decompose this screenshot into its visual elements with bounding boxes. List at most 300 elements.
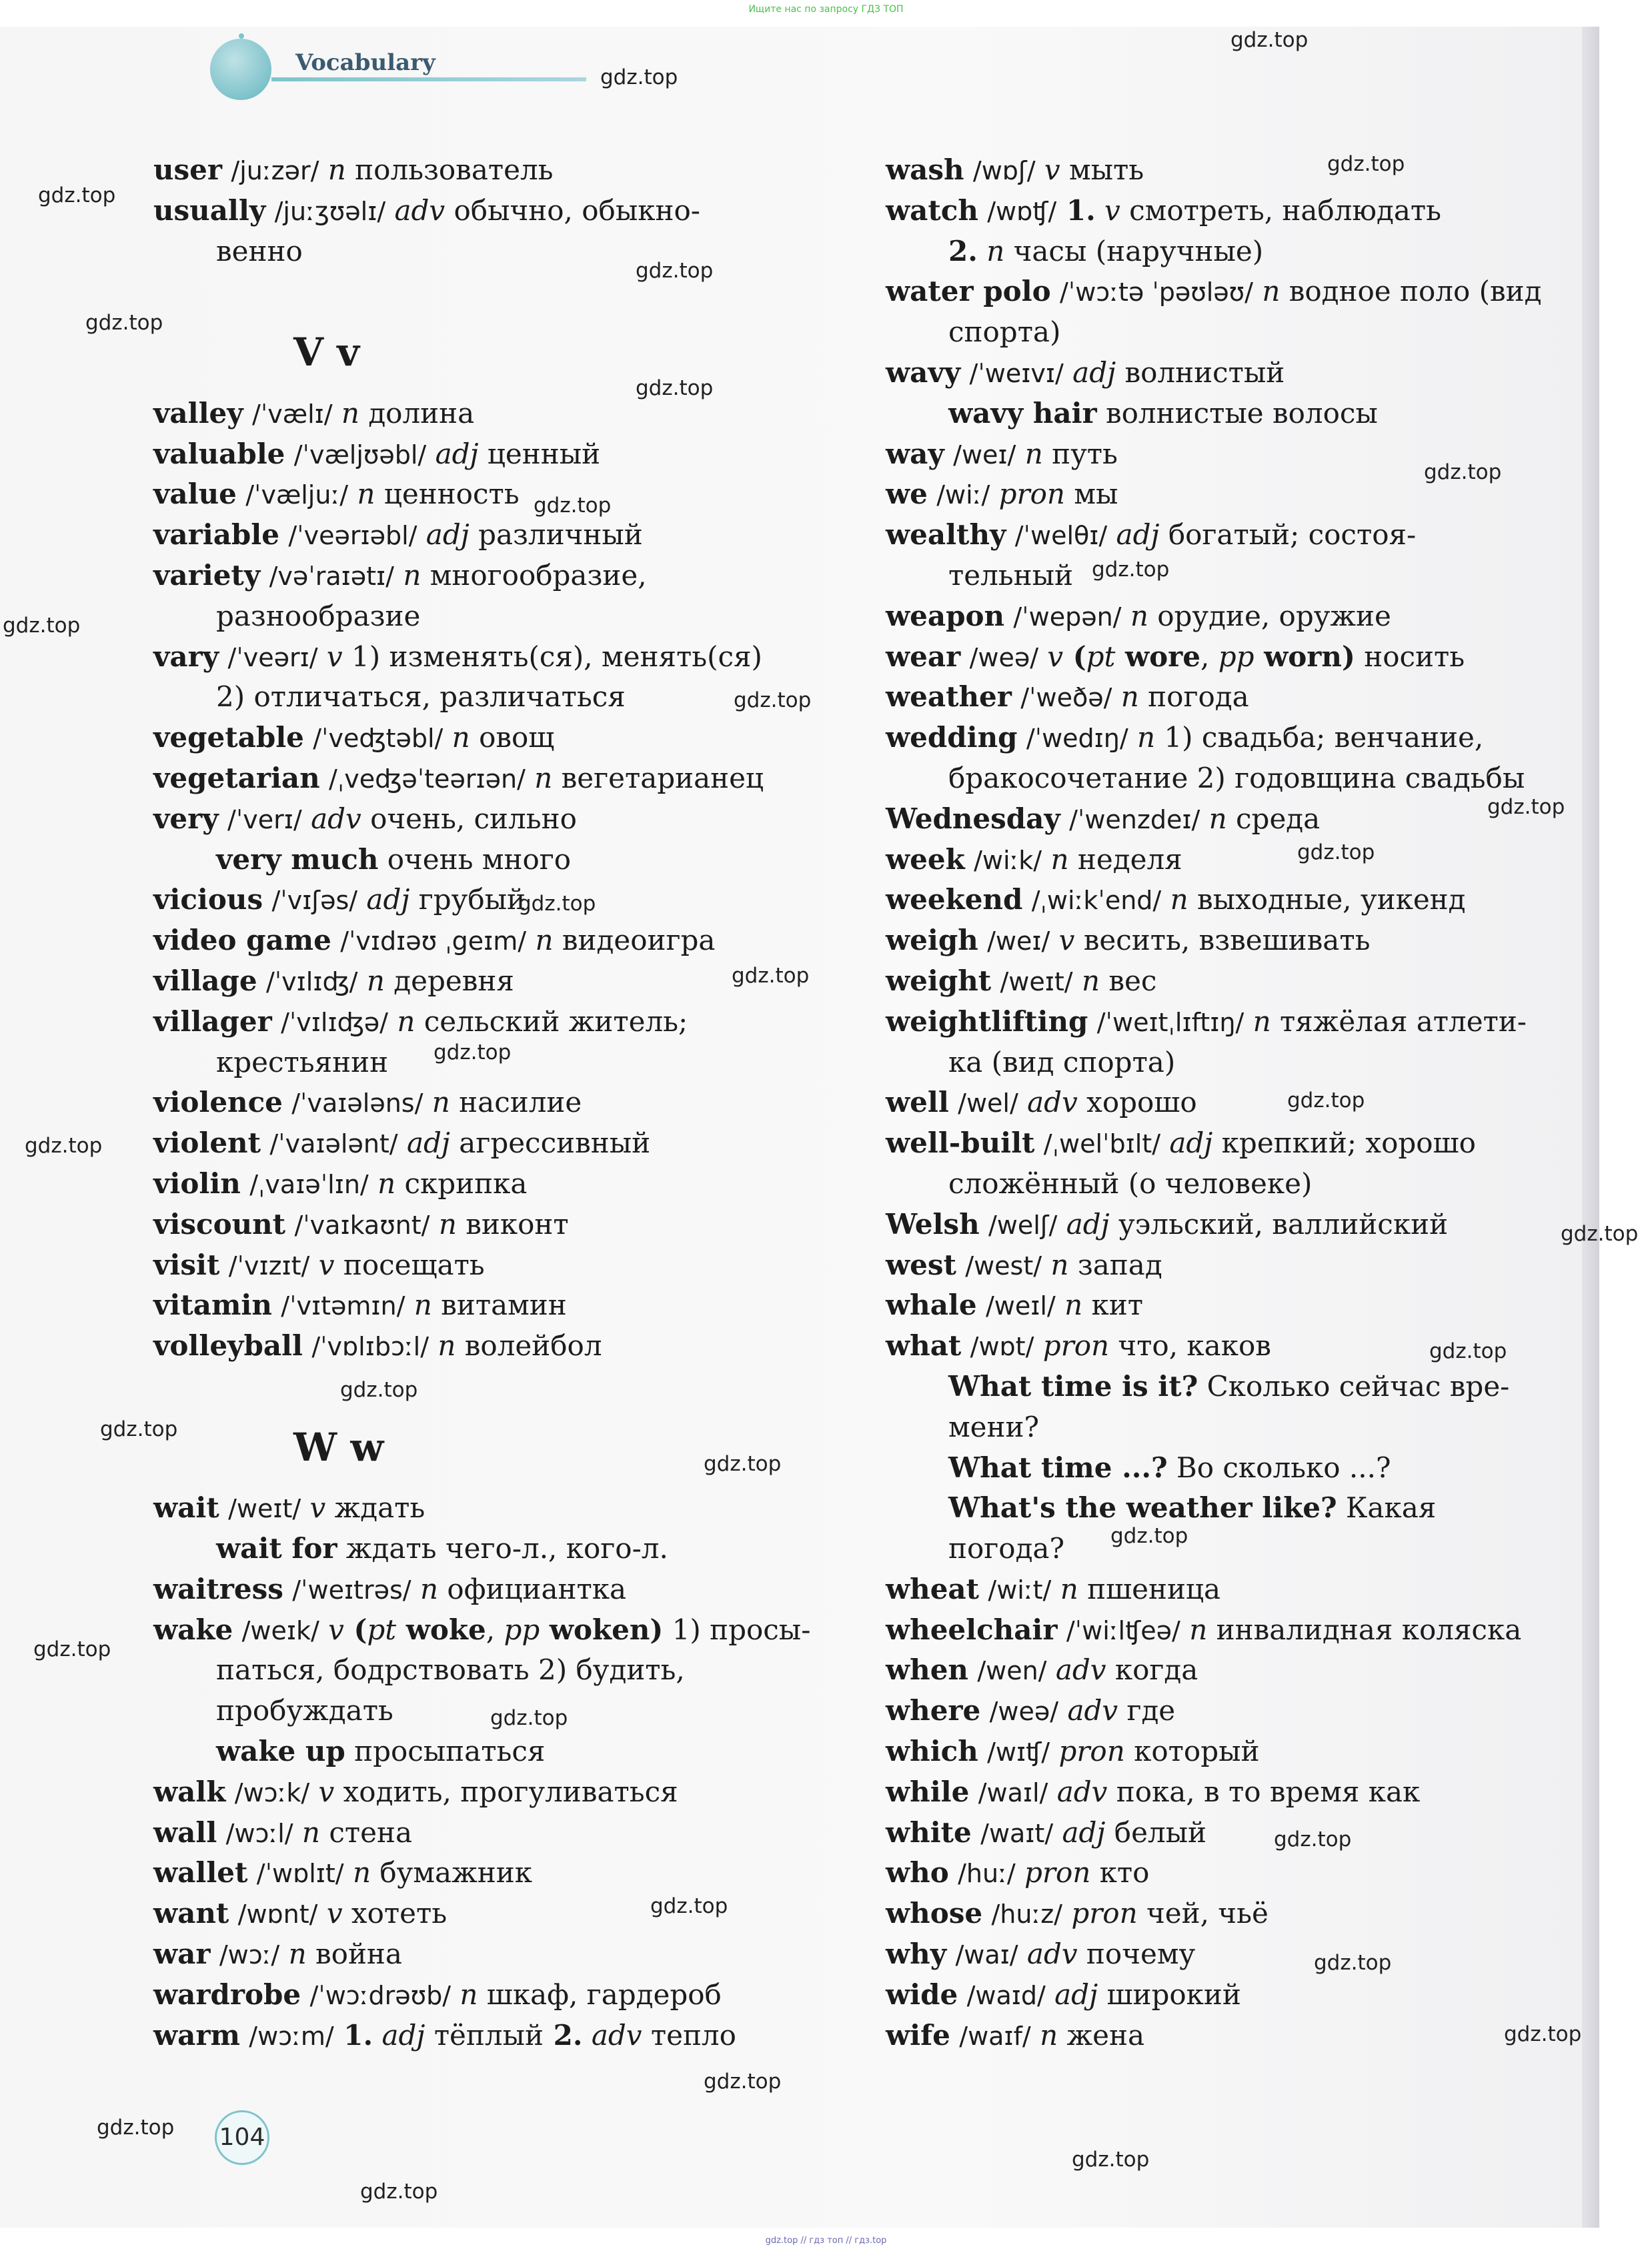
watermark: gdz.top bbox=[360, 2180, 438, 2204]
entry-while bbox=[886, 1772, 1593, 1813]
headword: wedding bbox=[886, 721, 1018, 754]
entry-west bbox=[886, 1245, 1593, 1286]
part-of-speech: v bbox=[326, 640, 343, 673]
definition: богатый; состоя- bbox=[1159, 518, 1417, 552]
definition: деревня bbox=[384, 964, 514, 997]
definition: ценный bbox=[478, 437, 601, 470]
header-rule bbox=[271, 77, 586, 81]
spacer bbox=[153, 271, 860, 312]
phonetic: /waɪd/ bbox=[966, 1980, 1046, 2010]
entry-well bbox=[886, 1082, 1593, 1123]
headword: weight bbox=[886, 964, 992, 997]
entry-wide bbox=[886, 1975, 1593, 2016]
definition: пока, в то время как bbox=[1107, 1775, 1421, 1808]
part-of-speech: n bbox=[352, 1856, 371, 1890]
part-of-speech: n bbox=[341, 396, 359, 430]
headword: when bbox=[886, 1653, 968, 1687]
part-of-speech: pron bbox=[998, 478, 1065, 511]
watermark: gdz.top bbox=[650, 1894, 728, 1918]
entry-white bbox=[886, 1813, 1593, 1853]
definition: среда bbox=[1226, 802, 1321, 835]
watermark: gdz.top bbox=[1274, 1827, 1352, 1851]
watermark: gdz.top bbox=[1561, 1222, 1639, 1246]
entry-where bbox=[886, 1691, 1593, 1731]
entry-valuable bbox=[153, 434, 860, 475]
phonetic: /ˈvælɪ/ bbox=[252, 399, 333, 429]
part-of-speech: n bbox=[1040, 2018, 1058, 2052]
definition: когда bbox=[1106, 1653, 1198, 1687]
headword: viscount bbox=[153, 1207, 286, 1241]
part-of-speech: adv bbox=[1055, 1653, 1106, 1687]
definition: носить bbox=[1355, 640, 1465, 673]
entry-whale bbox=[886, 1285, 1593, 1326]
phonetic: /wel/ bbox=[958, 1088, 1018, 1118]
watermark: gdz.top bbox=[3, 614, 81, 638]
phonetic: /ˈveərɪəbl/ bbox=[288, 521, 418, 551]
headword: what bbox=[886, 1329, 962, 1363]
part-of-speech: n bbox=[397, 1004, 416, 1038]
entry-weightlifting bbox=[886, 1002, 1593, 1042]
part-of-speech: v bbox=[326, 1897, 343, 1930]
definition: почему bbox=[1077, 1938, 1196, 1971]
part-of-speech: n bbox=[357, 478, 375, 511]
part-of-speech: pron bbox=[1024, 1856, 1091, 1890]
part-of-speech: n bbox=[1050, 842, 1069, 876]
definition: погода bbox=[1138, 680, 1249, 714]
part-of-speech: pron bbox=[1058, 1735, 1125, 1768]
definition: пшеница bbox=[1078, 1572, 1221, 1605]
entry-wheelchair bbox=[886, 1610, 1593, 1651]
entry-continuation: 2) отличаться, различаться bbox=[216, 680, 626, 714]
headword: where bbox=[886, 1694, 981, 1727]
bracket: ( bbox=[1063, 640, 1086, 673]
headword: war bbox=[153, 1938, 211, 1971]
headword: variable bbox=[153, 518, 279, 552]
definition: вегетарианец bbox=[552, 761, 764, 794]
part-of-speech: n bbox=[1081, 964, 1100, 997]
phonetic: /ˈwɒlɪt/ bbox=[256, 1859, 344, 1889]
phrase-what-time-is-it bbox=[886, 1367, 1593, 1407]
part-of-speech: v bbox=[309, 1491, 326, 1525]
part-of-speech: n bbox=[1253, 1004, 1271, 1038]
phonetic: /weə/ bbox=[989, 1697, 1059, 1727]
headword: well bbox=[886, 1086, 949, 1119]
phonetic: /wɪʧ/ bbox=[987, 1737, 1050, 1767]
phonetic: /waɪf/ bbox=[959, 2021, 1031, 2051]
headword: wheelchair bbox=[886, 1613, 1058, 1646]
headword: weekend bbox=[886, 883, 1023, 916]
definition: видеоигра bbox=[553, 924, 716, 957]
part-of-speech: adv bbox=[394, 193, 446, 227]
headword: usually bbox=[153, 193, 266, 227]
phonetic: /ˈweðə/ bbox=[1020, 683, 1112, 713]
part-of-speech: adj bbox=[1062, 1815, 1106, 1849]
past-form: wore bbox=[1115, 640, 1201, 673]
watermark: gdz.top bbox=[33, 1637, 111, 1661]
part-of-speech: adj bbox=[366, 883, 410, 916]
headword: wardrobe bbox=[153, 1978, 301, 2011]
entry-continuation: крестьянин bbox=[216, 1045, 389, 1078]
definition: который bbox=[1124, 1735, 1260, 1768]
entry-war bbox=[153, 1934, 860, 1975]
phonetic: /ˌvaɪəˈlɪn/ bbox=[249, 1169, 369, 1199]
phonetic: /ˈvɪzɪt/ bbox=[228, 1251, 310, 1281]
headword: wait bbox=[153, 1491, 219, 1525]
headword: wife bbox=[886, 2018, 950, 2052]
watermark: gdz.top bbox=[636, 259, 714, 283]
entry-wear bbox=[886, 637, 1593, 678]
phonetic: /wɔːk/ bbox=[234, 1777, 310, 1807]
phonetic: /west/ bbox=[965, 1251, 1042, 1281]
definition: Сколько сейчас вре- bbox=[1198, 1369, 1510, 1403]
entry-want bbox=[153, 1894, 860, 1934]
phonetic: /weɪ/ bbox=[987, 926, 1050, 956]
headword: weapon bbox=[886, 599, 1005, 632]
phrase: very much bbox=[216, 842, 379, 876]
watermark: gdz.top bbox=[490, 1706, 568, 1730]
entry-user bbox=[153, 150, 860, 191]
entry-continuation: разнообразие bbox=[216, 599, 421, 632]
entry-wait bbox=[153, 1488, 860, 1529]
entry-continuation: венно bbox=[216, 234, 303, 267]
watermark: gdz.top bbox=[1230, 28, 1309, 52]
definition: ждать чего-л., кого-л. bbox=[337, 1532, 668, 1565]
entry-continuation: сложённый (о человеке) bbox=[948, 1167, 1313, 1200]
phonetic: /wiːt/ bbox=[988, 1575, 1052, 1605]
sense-number: 2. bbox=[544, 2018, 583, 2052]
entry-vary bbox=[153, 637, 860, 678]
phonetic: /ˌveʤəˈteərɪən/ bbox=[329, 764, 526, 794]
header-title: Vocabulary bbox=[295, 49, 436, 76]
definition: просыпаться bbox=[345, 1735, 546, 1768]
definition: белый bbox=[1105, 1815, 1207, 1849]
phonetic: /welʃ/ bbox=[988, 1210, 1058, 1240]
phrase-wait-for bbox=[153, 1529, 860, 1569]
left-column bbox=[153, 150, 860, 2056]
definition: волнистый bbox=[1116, 355, 1285, 389]
part-of-speech: n bbox=[420, 1572, 438, 1605]
entry-which bbox=[886, 1731, 1593, 1772]
definition: виконт bbox=[456, 1207, 569, 1241]
phonetic: /juːʒʊəlɪ/ bbox=[274, 196, 386, 226]
part-of-speech: n bbox=[403, 558, 422, 592]
definition: бумажник bbox=[371, 1856, 532, 1890]
headword: wall bbox=[153, 1815, 217, 1849]
definition: хотеть bbox=[342, 1897, 448, 1930]
part-of-speech: adj bbox=[426, 518, 470, 552]
headword: vegetable bbox=[153, 721, 304, 754]
separator: , bbox=[1200, 640, 1218, 673]
entry-wavy bbox=[886, 353, 1593, 394]
definition: крепкий; хорошо bbox=[1212, 1127, 1476, 1160]
watermark: gdz.top bbox=[1287, 1088, 1365, 1112]
headword: walk bbox=[153, 1775, 226, 1808]
headword: villager bbox=[153, 1004, 272, 1038]
part-of-speech: n bbox=[414, 1289, 432, 1322]
definition: 1) просы- bbox=[663, 1613, 811, 1646]
entry-viscount bbox=[153, 1205, 860, 1245]
watermark: gdz.top bbox=[85, 311, 163, 335]
right-column bbox=[886, 150, 1593, 2056]
part-of-speech: adv bbox=[1026, 1938, 1078, 1971]
headword: variety bbox=[153, 558, 261, 592]
definition: обычно, обыкно- bbox=[445, 193, 700, 227]
phonetic: /ˈvaɪələnt/ bbox=[269, 1129, 398, 1159]
definition: скрипка bbox=[395, 1167, 528, 1200]
part-of-speech: n bbox=[460, 1978, 478, 2011]
phonetic: /ˈvaɪələns/ bbox=[291, 1088, 424, 1118]
phonetic: /wiː/ bbox=[936, 480, 990, 510]
watermark: gdz.top bbox=[534, 494, 612, 518]
part-of-speech: adj bbox=[406, 1127, 450, 1160]
entry-weight bbox=[886, 961, 1593, 1002]
watermark: gdz.top bbox=[1487, 795, 1565, 819]
watermark: gdz.top bbox=[600, 65, 678, 89]
phonetic: /ˈvɪlɪʤ/ bbox=[265, 966, 358, 996]
part-of-speech: adj bbox=[435, 437, 479, 470]
watermark: gdz.top bbox=[1429, 1339, 1507, 1363]
entry-waitress bbox=[153, 1569, 860, 1610]
definition: многообразие, bbox=[421, 558, 647, 592]
definition: кит bbox=[1082, 1289, 1143, 1322]
entry-wardrobe bbox=[153, 1975, 860, 2016]
watermark: gdz.top bbox=[1424, 460, 1502, 484]
headword: wake bbox=[153, 1613, 233, 1646]
participle-label: pp bbox=[504, 1613, 540, 1646]
headword: whale bbox=[886, 1289, 977, 1322]
entry-continuation: бракосочетание 2) годовщина свадьбы bbox=[948, 761, 1525, 794]
headword: vegetarian bbox=[153, 761, 320, 794]
entry-continuation: пробуждать bbox=[216, 1694, 393, 1727]
entry-vitamin bbox=[153, 1285, 860, 1326]
entry-vegetable bbox=[153, 718, 860, 758]
definition: пользователь bbox=[345, 153, 554, 186]
header-circle-icon bbox=[210, 39, 271, 100]
definition: очень много bbox=[378, 842, 572, 876]
entry-wake bbox=[153, 1610, 860, 1651]
part-of-speech: n bbox=[1024, 437, 1043, 470]
entry-wife bbox=[886, 2016, 1593, 2056]
definition: Во сколько ...? bbox=[1167, 1451, 1391, 1484]
entry-week bbox=[886, 840, 1593, 880]
entry-variety bbox=[153, 556, 860, 596]
definition: весить, взвешивать bbox=[1074, 924, 1371, 957]
part-of-speech: adj bbox=[1116, 518, 1160, 552]
definition: выходные, уикенд bbox=[1188, 883, 1466, 916]
definition: орудие, оружие bbox=[1148, 599, 1391, 632]
definition: тяжёлая атлети- bbox=[1271, 1004, 1527, 1038]
headword: violin bbox=[153, 1167, 241, 1200]
headword: waitress bbox=[153, 1572, 283, 1605]
part-of-speech: adv bbox=[1027, 1086, 1078, 1119]
letter-heading-w: W w bbox=[293, 1424, 384, 1470]
headword: wide bbox=[886, 1978, 958, 2011]
definition: долина bbox=[359, 396, 475, 430]
headword: why bbox=[886, 1938, 947, 1971]
entry-weapon bbox=[886, 596, 1593, 637]
phonetic: /weɪt/ bbox=[228, 1494, 301, 1524]
part-of-speech: n bbox=[977, 234, 1005, 267]
phonetic: /ˈweɪvɪ/ bbox=[969, 358, 1064, 388]
part-of-speech: v bbox=[318, 1775, 335, 1808]
phrase: wait for bbox=[216, 1532, 337, 1565]
entry-violence bbox=[153, 1082, 860, 1123]
definition: ценность bbox=[375, 478, 520, 511]
phonetic: /ˈwiːlʧeə/ bbox=[1066, 1615, 1180, 1645]
definition: тёплый bbox=[425, 2018, 544, 2052]
phrase: wake up bbox=[216, 1735, 345, 1768]
entry-weather bbox=[886, 677, 1593, 718]
phonetic: /weɪ/ bbox=[953, 440, 1016, 470]
phonetic: /ˈweɪtrəs/ bbox=[292, 1575, 411, 1605]
definition: где bbox=[1118, 1694, 1176, 1727]
entry-who bbox=[886, 1853, 1593, 1894]
entry-well-built bbox=[886, 1123, 1593, 1164]
watermark: gdz.top bbox=[732, 964, 810, 988]
part-of-speech: n bbox=[1120, 680, 1139, 714]
headword: violent bbox=[153, 1127, 261, 1160]
headword: violence bbox=[153, 1086, 283, 1119]
headword: volleyball bbox=[153, 1329, 303, 1363]
definition: неделя bbox=[1068, 842, 1182, 876]
phonetic: /ˈveərɪ/ bbox=[227, 642, 318, 672]
entry-weigh bbox=[886, 920, 1593, 961]
phonetic: /ˈwɔːdrəʊb/ bbox=[309, 1980, 451, 2010]
entry-usually bbox=[153, 191, 860, 231]
watermark: gdz.top bbox=[1314, 1951, 1392, 1975]
definition: агрессивный bbox=[450, 1127, 651, 1160]
part-of-speech: n bbox=[377, 1167, 396, 1200]
entry-weekend bbox=[886, 880, 1593, 920]
phrase-very-much bbox=[153, 840, 860, 880]
entry-vegetarian bbox=[153, 758, 860, 799]
headword: village bbox=[153, 964, 257, 997]
headword: weightlifting bbox=[886, 1004, 1088, 1038]
headword: water polo bbox=[886, 275, 1051, 308]
entry-visit bbox=[153, 1245, 860, 1286]
watermark: gdz.top bbox=[38, 183, 116, 207]
part-of-speech: n bbox=[1262, 275, 1281, 308]
part-of-speech: adv bbox=[1067, 1694, 1118, 1727]
entry-vicious bbox=[153, 880, 860, 920]
part-of-speech: n bbox=[535, 924, 554, 957]
phonetic: /weə/ bbox=[969, 642, 1039, 672]
letter-heading-v: V v bbox=[293, 329, 359, 376]
entry-wall bbox=[153, 1813, 860, 1853]
entry-when bbox=[886, 1650, 1593, 1691]
part-of-speech: n bbox=[432, 1086, 450, 1119]
entry-why bbox=[886, 1934, 1593, 1975]
headword: wheat bbox=[886, 1572, 980, 1605]
part-of-speech: adv bbox=[1056, 1775, 1108, 1808]
entry-continuation: ка (вид спорта) bbox=[948, 1045, 1176, 1078]
watermark: gdz.top bbox=[1072, 2148, 1150, 2172]
phonetic: /wɒnt/ bbox=[237, 1900, 318, 1930]
headword: way bbox=[886, 437, 944, 470]
entry-walk bbox=[153, 1772, 860, 1813]
phonetic: /ˈwelθɪ/ bbox=[1014, 521, 1108, 551]
definition: уэльский, валлийский bbox=[1109, 1207, 1449, 1241]
part-of-speech: adj bbox=[1169, 1127, 1213, 1160]
phonetic: /ˈvæljuː/ bbox=[245, 480, 349, 510]
part-of-speech: n bbox=[438, 1329, 456, 1363]
definition: различный bbox=[469, 518, 643, 552]
definition: кто bbox=[1090, 1856, 1150, 1890]
definition: волейбол bbox=[456, 1329, 602, 1363]
part-of-speech: adj bbox=[1072, 355, 1116, 389]
headword: vicious bbox=[153, 883, 263, 916]
definition: смотреть, наблюдать bbox=[1120, 193, 1441, 227]
headword: visit bbox=[153, 1248, 220, 1281]
definition: 1) изменять(ся), менять(ся) bbox=[342, 640, 762, 673]
part-of-speech: v bbox=[328, 1613, 344, 1646]
definition: стена bbox=[319, 1815, 412, 1849]
part-of-speech: n bbox=[1050, 1248, 1069, 1281]
watermark: gdz.top bbox=[1504, 2022, 1582, 2046]
entry-watch bbox=[886, 191, 1593, 231]
definition: чей, чьё bbox=[1137, 1897, 1269, 1930]
part-of-speech: n bbox=[1170, 883, 1188, 916]
definition: официантка bbox=[438, 1572, 627, 1605]
past-form: woke bbox=[396, 1613, 486, 1646]
definition: война bbox=[306, 1938, 402, 1971]
definition: мыть bbox=[1060, 153, 1144, 186]
headword: wavy bbox=[886, 355, 961, 389]
watermark: gdz.top bbox=[636, 376, 714, 400]
definition: витамин bbox=[432, 1289, 567, 1322]
past-tense-label: pt bbox=[367, 1613, 397, 1646]
entry-continuation: спорта) bbox=[948, 315, 1061, 349]
definition: тепло bbox=[642, 2018, 736, 2052]
headword: west bbox=[886, 1248, 956, 1281]
part-of-speech: adv bbox=[311, 802, 361, 835]
entry-very bbox=[153, 799, 860, 840]
phonetic: /ˈvɒlɪbɔːl/ bbox=[311, 1332, 430, 1362]
phrase: What time ...? bbox=[948, 1451, 1168, 1484]
headword: user bbox=[153, 153, 223, 186]
phonetic: /wɔː/ bbox=[219, 1940, 280, 1970]
headword: well-built bbox=[886, 1127, 1035, 1160]
part-of-speech: adv bbox=[582, 2018, 642, 2052]
entry-wealthy bbox=[886, 515, 1593, 556]
headword: we bbox=[886, 478, 928, 511]
phonetic: /wɔːl/ bbox=[225, 1818, 293, 1848]
definition: ходить, прогуливаться bbox=[334, 1775, 678, 1808]
separator: , bbox=[486, 1613, 504, 1646]
part-of-speech: adj bbox=[1066, 1207, 1110, 1241]
headword: valley bbox=[153, 396, 243, 430]
part-of-speech: n bbox=[452, 721, 470, 754]
phonetic: /wɒt/ bbox=[970, 1332, 1034, 1362]
entry-video-game bbox=[153, 920, 860, 961]
part-of-speech: n bbox=[1208, 802, 1227, 835]
header-dot-icon bbox=[239, 33, 244, 39]
definition: волнистые волосы bbox=[1096, 396, 1378, 430]
phonetic: /ˈwɔːtə ˈpəʊləʊ/ bbox=[1059, 277, 1253, 307]
headword: watch bbox=[886, 193, 978, 227]
definition: 1) свадьба; венчание, bbox=[1155, 721, 1484, 754]
headword: while bbox=[886, 1775, 970, 1808]
part-of-speech: v bbox=[318, 1248, 335, 1281]
phonetic: /ˈwepən/ bbox=[1013, 602, 1122, 632]
part-of-speech: v bbox=[1044, 153, 1060, 186]
headword: very bbox=[153, 802, 219, 835]
definition: инвалидная коляска bbox=[1207, 1613, 1522, 1646]
watermark: gdz.top bbox=[1092, 558, 1170, 582]
entry-wedding bbox=[886, 718, 1593, 758]
headword: wash bbox=[886, 153, 964, 186]
part-of-speech: pron bbox=[1071, 1897, 1138, 1930]
